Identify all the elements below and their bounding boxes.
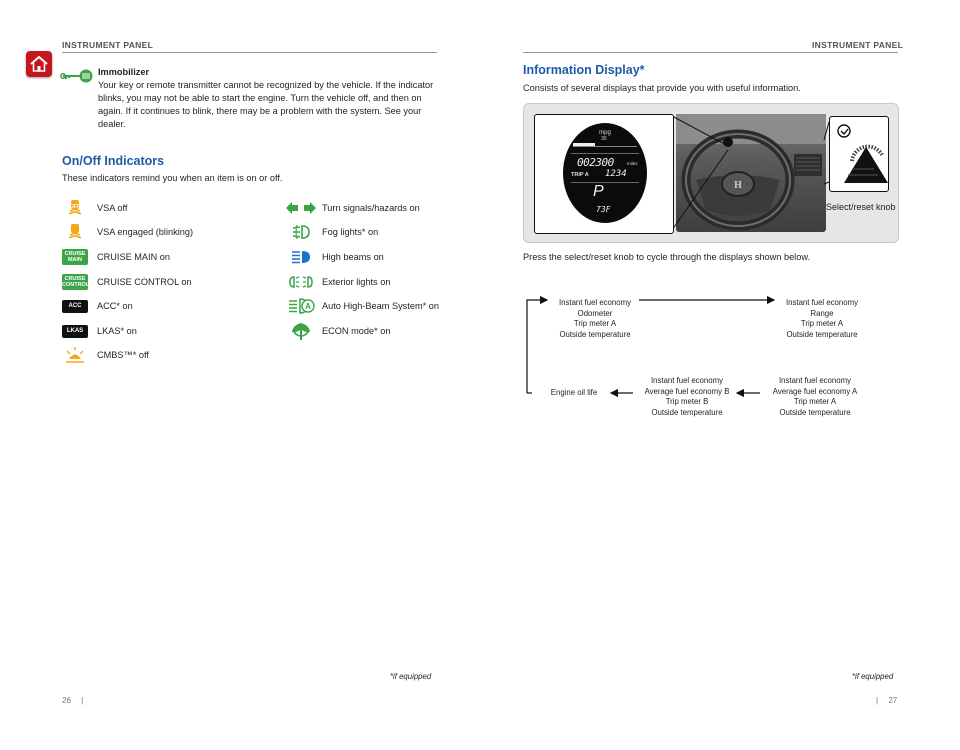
meter-inset	[534, 114, 674, 234]
flow-box-5	[536, 388, 612, 399]
right-page-number-value: 27	[888, 696, 898, 705]
knob-label: Select/reset knob	[826, 202, 896, 212]
acc-badge: ACC	[62, 300, 88, 313]
fog-light-icon	[284, 222, 318, 242]
indicator-lkas	[60, 320, 137, 342]
cruise-control-badge: CRUISE CONTROL	[62, 276, 90, 288]
flow-box-2-line: Trip meter A	[800, 319, 844, 328]
indicator-label: CMBS™* off	[97, 350, 149, 360]
auto-high-beam-icon	[284, 296, 318, 316]
lkas-icon	[60, 321, 90, 341]
indicator-label: VSA off	[97, 203, 128, 213]
info-display-illustration	[523, 103, 899, 243]
indicator-label: Turn signals/hazards on	[322, 203, 420, 213]
flow-box-3-line: Instant fuel economy	[779, 376, 851, 385]
meter-unit: mpg	[599, 130, 611, 136]
cmbs-off-icon	[60, 345, 90, 365]
vsa-off-icon	[60, 198, 90, 218]
flow-box-1-line: Trip meter A	[573, 319, 617, 328]
gear-indicator: P	[593, 183, 604, 200]
svg-text:H: H	[734, 180, 742, 191]
indicator-label: ECON mode* on	[322, 326, 391, 336]
exterior-lights-icon	[284, 272, 318, 292]
econ-mode-icon	[284, 321, 318, 341]
onoff-heading: On/Off Indicators	[62, 154, 165, 168]
indicator-econ-mode	[284, 320, 390, 342]
right-header-rule	[523, 52, 898, 53]
acc-icon	[60, 296, 90, 316]
indicator-label: Fog lights* on	[322, 227, 379, 237]
info-display-heading: Information Display*	[523, 63, 645, 77]
left-header-rule	[62, 52, 437, 53]
vsa-engaged-icon	[60, 222, 90, 242]
home-icon	[29, 55, 49, 73]
flow-box-2	[767, 298, 877, 340]
indicator-acc	[60, 295, 133, 317]
svg-text:OFF: OFF	[70, 204, 80, 210]
home-button[interactable]	[26, 51, 52, 77]
trip-value: 1234	[605, 169, 627, 179]
indicator-high-beams	[284, 246, 384, 268]
indicator-label: LKAS* on	[97, 326, 137, 336]
flow-box-4-line: Instant fuel economy	[651, 376, 723, 385]
indicator-cmbs-off	[60, 344, 149, 366]
knob-inset	[829, 116, 889, 192]
svg-text:A: A	[305, 302, 311, 311]
high-beam-icon	[284, 247, 318, 267]
indicator-label: CRUISE CONTROL on	[97, 277, 192, 287]
indicator-cruise-control	[60, 271, 192, 293]
flow-box-1	[540, 298, 650, 340]
flow-box-4	[632, 376, 742, 418]
scale-mid: 30	[601, 136, 607, 142]
indicator-label: Auto High-Beam System* on	[322, 301, 439, 311]
flow-box-3-line: Average fuel economy A	[772, 386, 858, 396]
flow-box-1-line: Odometer	[577, 308, 613, 318]
indicator-auto-high-beam	[284, 295, 439, 317]
indicator-exterior-lights	[284, 271, 390, 293]
right-footnote: *if equipped	[852, 672, 894, 681]
onoff-intro: These indicators remind you when an item is on or off.	[62, 173, 283, 183]
flow-box-2-line: Instant fuel economy	[786, 298, 858, 307]
indicator-label: VSA engaged (blinking)	[97, 227, 194, 237]
immobilizer-icon	[60, 68, 94, 89]
indicator-cruise-main	[60, 246, 170, 268]
left-page-header: INSTRUMENT PANEL	[62, 40, 154, 50]
indicator-turn-signals	[284, 197, 420, 219]
press-instructions: Press the select/reset knob to cycle through the displays shown below.	[523, 252, 811, 262]
cruise-control-icon	[60, 272, 90, 292]
cruise-main-icon	[60, 247, 90, 267]
flow-box-4-line: Trip meter B	[665, 397, 709, 406]
right-page-header: INSTRUMENT PANEL	[812, 40, 904, 50]
odometer-value: 002300	[577, 156, 614, 169]
flow-box-4-line: Outside temperature	[651, 407, 723, 417]
flow-box-2-line: Range	[810, 308, 834, 318]
left-page-number-value: 26	[62, 696, 71, 705]
flow-box-3-line: Outside temperature	[779, 407, 851, 417]
flow-box-1-line: Outside temperature	[559, 329, 631, 339]
trip-label: TRIP A	[571, 172, 589, 178]
indicator-vsa-off	[60, 197, 127, 219]
cruise-main-badge: CRUISE MAIN	[62, 249, 88, 265]
meter-screen	[563, 123, 647, 223]
indicator-fog-lights	[284, 221, 378, 243]
indicator-label: Exterior lights on	[322, 277, 391, 287]
info-display-intro: Consists of several displays that provide you with useful information.	[523, 83, 801, 93]
lkas-badge: LKAS	[62, 325, 88, 338]
flow-box-1-line: Instant fuel economy	[559, 298, 631, 307]
turn-signal-icon	[284, 198, 318, 218]
immobilizer-text: Your key or remote transmitter cannot be recognized by the vehicle. If the indicator blinks, you may not be able to start the engine. Turn the vehicle off, and then on again. If it continues to blink, there may be a problem with the system. See your dealer.	[98, 80, 434, 129]
indicator-label: High beams on	[322, 252, 384, 262]
flow-box-3-line: Trip meter A	[793, 397, 837, 406]
odometer-unit: miles	[627, 161, 638, 166]
indicator-vsa-engaged	[60, 221, 193, 243]
temperature-value: 73F	[596, 205, 611, 214]
flow-box-3	[760, 376, 870, 418]
left-footnote: *if equipped	[390, 672, 432, 681]
immobilizer-title: Immobilizer	[98, 67, 150, 77]
flow-box-5-line: Engine oil life	[550, 388, 598, 397]
flow-box-4-line: Average fuel economy B	[644, 386, 730, 396]
flow-box-2-line: Outside temperature	[786, 329, 858, 339]
indicator-label: CRUISE MAIN on	[97, 252, 171, 262]
right-page-number: | 27	[876, 696, 898, 705]
left-page-number: 26 |	[62, 696, 84, 705]
indicator-label: ACC* on	[97, 301, 133, 311]
